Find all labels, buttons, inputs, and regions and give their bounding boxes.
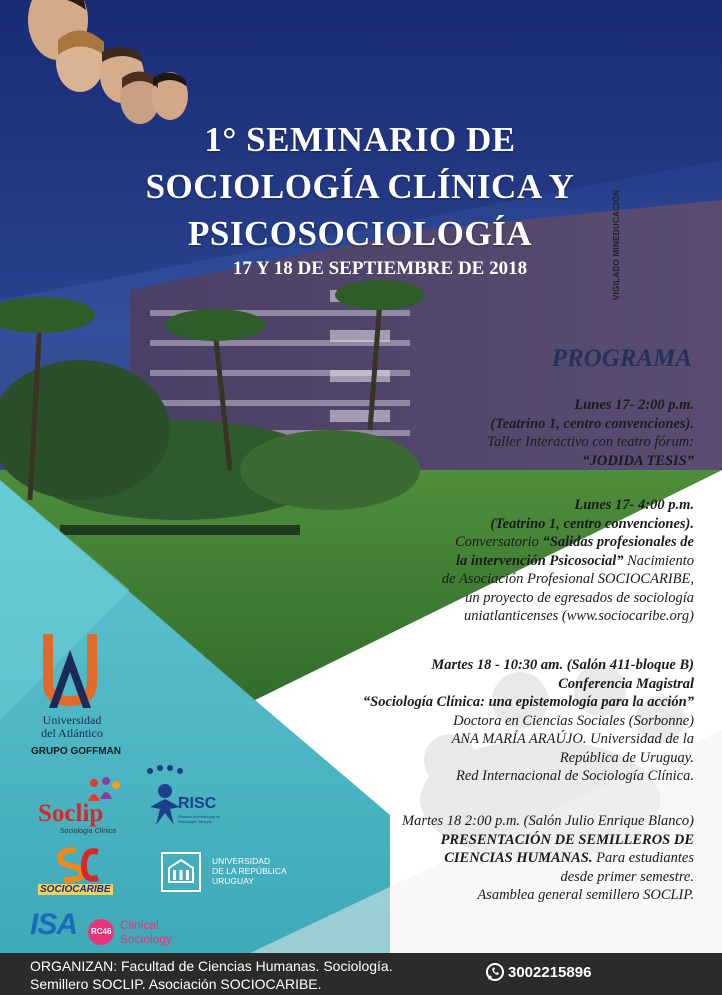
ua-name-line1: Universidad: [42, 713, 102, 727]
event-2-line6: un proyecto de egresados de sociología: [465, 589, 694, 606]
organizers-line2: Semillero SOCLIP. Asociación SOCIOCARIBE.: [30, 976, 322, 992]
udelar-name: [212, 856, 287, 886]
clinical-line2: Sociology: [120, 932, 173, 946]
event-3-line6: República de Uruguay.: [559, 749, 694, 766]
ua-name-line2: del Atlántico: [41, 726, 103, 740]
udelar-building-icon: [161, 852, 201, 892]
whatsapp-icon: [485, 962, 505, 982]
grupo-goffman-label: GRUPO GOFFMAN: [31, 746, 121, 757]
event-3-title: “Sociología Clínica: una epistemología para la acción”: [362, 694, 694, 710]
clinical-line1: Clinical: [120, 918, 159, 932]
event-4-line5: Asamblea general semillero SOCLIP.: [477, 887, 694, 903]
universidad-atlantico-logo-icon: [35, 632, 105, 712]
udelar-line2: DE LA REPÚBLICA: [212, 866, 287, 876]
sociocaribe-label: SOCIOCARIBE: [40, 884, 111, 895]
sociocaribe-logo-icon: [54, 846, 102, 884]
event-3-time: Martes 18 - 10:30 am. (Salón 411-bloque B): [431, 657, 694, 673]
seminar-title-line2: SOCIOLOGÍA CLÍNICA Y: [145, 167, 575, 206]
event-4-title-part2: CIENCIAS HUMANAS.: [444, 850, 593, 866]
event-1-description: Taller Interactivo con teatro fórum:: [487, 434, 694, 450]
isa-logo: ISA: [30, 908, 78, 941]
contact-phone[interactable]: 3002215896: [508, 964, 592, 981]
clinical-sociology-label: [120, 918, 172, 946]
rc46-label: RC46: [91, 927, 112, 936]
event-4-time: Martes 18 2:00 p.m. (Salón Julio Enrique Blanco): [402, 813, 694, 829]
event-2-venue: (Teatrino 1, centro convenciones).: [490, 515, 694, 532]
event-1-time: Lunes 17- 2:00 p.m.: [574, 397, 694, 413]
soclip-subtitle: Sociología Clínica: [60, 828, 117, 835]
event-4-title: PRESENTACIÓN DE SEMILLEROS DE: [440, 831, 694, 848]
program-event-2: [442, 496, 694, 626]
event-2-line7: uniatlanticenses (www.sociocaribe.org): [464, 608, 694, 624]
event-1-venue: (Teatrino 1, centro convenciones).: [490, 415, 694, 432]
event-2-nacimiento: Nacimiento: [623, 552, 694, 569]
event-4-audience: Para estudiantes: [592, 850, 694, 866]
event-4-line4: desde primer semestre.: [560, 868, 694, 885]
organizers: [30, 957, 393, 993]
event-2-title-part2: la intervención Psicosocial”: [455, 552, 624, 569]
event-2-time: Lunes 17- 4:00 p.m.: [574, 497, 694, 513]
event-2-line3: [442, 533, 694, 552]
event-3-speaker: ANA MARÍA ARAÚJO. Universidad de la: [451, 731, 694, 747]
risc-logo-text: RISC: [178, 795, 217, 812]
event-2-line4: [442, 552, 694, 571]
seminar-title-line1: 1° SEMINARIO DE: [204, 120, 516, 159]
event-4-line3: [402, 849, 694, 868]
soclip-figures-icon: [84, 775, 124, 803]
soclip-logo: Soclip: [38, 800, 104, 827]
event-3-line4: Doctora en Ciencias Sociales (Sorbonne): [453, 712, 694, 729]
program-event-1: [487, 396, 694, 470]
organizers-line1: ORGANIZAN: Facultad de Ciencias Humanas. Sociología.: [30, 958, 393, 974]
event-3-type: Conferencia Magistral: [558, 675, 694, 692]
ua-name: [30, 714, 114, 740]
programa-heading: PROGRAMA: [551, 345, 692, 372]
program-event-4: [402, 812, 694, 905]
event-2-title-part1: “Salidas profesionales de: [542, 534, 694, 550]
event-2-line5: de Asociación Profesional SOCIOCARIBE,: [441, 571, 694, 587]
event-1-title: “JODIDA TESIS”: [582, 452, 694, 469]
vigilado-label: VIGILADO MINEDUCACIÓN: [612, 189, 621, 300]
seminar-title-line3: PSICOSOCIOLOGÍA: [188, 214, 532, 253]
udelar-line3: URUGUAY: [212, 876, 254, 886]
event-2-type: Conversatorio: [455, 534, 543, 550]
udelar-line1: UNIVERSIDAD: [212, 856, 271, 866]
event-3-line7: Red Internacional de Sociología Clínica.: [456, 768, 694, 784]
seminar-dates: 17 Y 18 DE SEPTIEMBRE DE 2018: [232, 258, 528, 279]
risc-subtitle: Réseau International de Sociologie Clinique: [178, 814, 221, 824]
program-event-3: [363, 656, 694, 786]
